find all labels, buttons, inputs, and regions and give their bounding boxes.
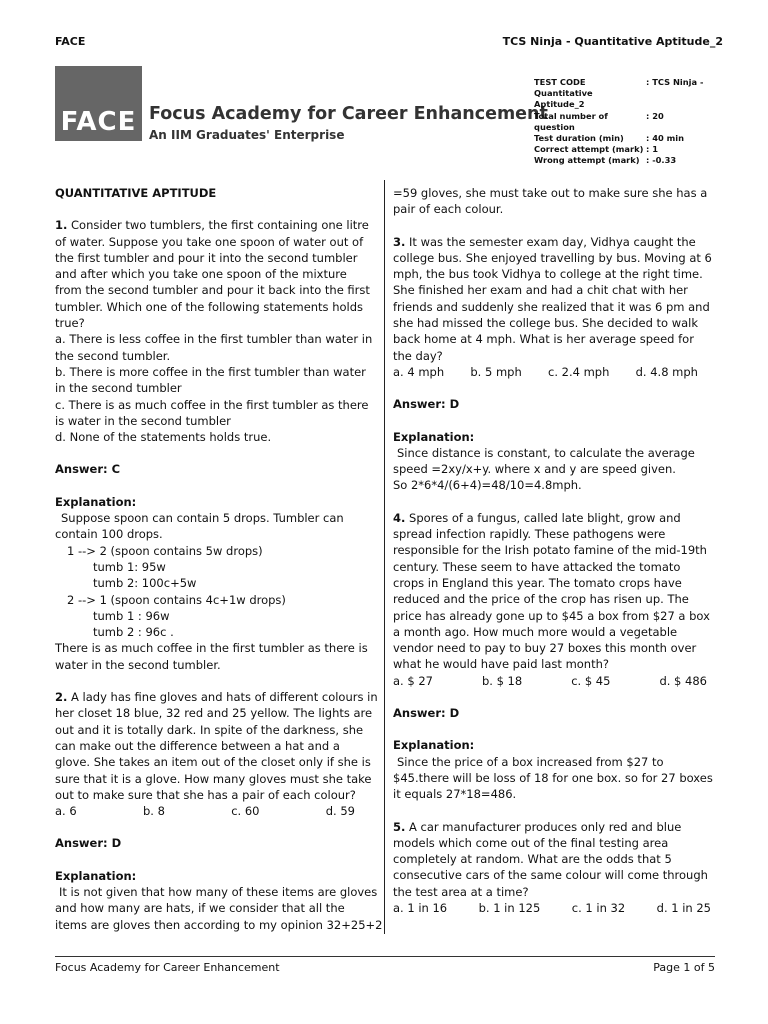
question-text: sure that it is a glove. How many gloves must she take [55,771,372,786]
option: a. 4 mph [393,364,445,379]
question-text: models which come out of the final testing area [393,835,669,850]
question-text: glove. She takes an item out of the closet only if she is [55,755,371,770]
explanation-text: water in the second tumbler. [55,657,221,672]
explanation-step: tumb 1 : 96w [93,608,170,623]
left-column [55,185,383,933]
option: b. 1 in 125 [478,900,541,915]
answer: Answer: D [393,397,460,412]
option: b. 5 mph [470,364,522,379]
question-text: the first tumbler and pour it into the second tumbler [55,250,358,265]
explanation-step: tumb 2 : 96c . [93,625,174,640]
option: b. $ 18 [481,673,523,688]
header-left: FACE [55,35,86,48]
explanation-text: speed =2xy/x+y. where x and y are speed given. [393,462,676,477]
test-info-row [534,77,719,88]
explanation-text: Since the price of a box increased from $27 to [397,754,664,769]
test-info-row [534,144,719,155]
question-text: out and it is totally dark. In spite of the darkness, she [55,722,364,737]
question-text: college bus. She enjoyed travelling by bus. Moving at 6 [393,250,712,265]
question-text: of water. Suppose you take one spoon of water out of [55,234,364,249]
question-text: vendor need to pay to buy 27 boxes this month over [393,641,697,656]
question-text: Consider two tumblers, the first containing one litre [71,218,369,233]
test-info-label: Total number of question [534,110,608,132]
question-3 [393,234,715,494]
test-info-value: : TCS Ninja - [646,77,704,87]
explanation-step: 2 --> 1 (spoon contains 4c+1w drops) [67,592,286,607]
option-text: the second tumbler. [55,348,171,363]
option: d. 59 [325,804,355,819]
question-4 [393,510,715,803]
answer: Answer: C [55,462,121,477]
options-row [393,364,698,380]
header-right: TCS Ninja - Quantitative Aptitude_2 [502,35,723,48]
question-number: 2. [55,690,68,705]
question-text: out to make sure that she has a pair of each colour? [55,787,356,802]
explanation-text: it equals 27*18=486. [393,787,517,802]
test-info-row [534,133,719,144]
test-info-row [534,111,719,133]
question-text: price has already gone up to $45 a box from $27 a box [393,608,710,623]
option-text: a. There is less coffee in the first tumbler than water in [55,332,373,347]
section-title: QUANTITATIVE APTITUDE [55,186,217,200]
test-info-row [534,155,719,166]
footer-left: Focus Academy for Career Enhancement [55,961,280,974]
question-text: reduced and the price of the crop has risen up. The [393,592,689,607]
explanation-step: 1 --> 2 (spoon contains 5w drops) [67,543,263,558]
option: c. 60 [231,804,260,819]
brand-tagline: An IIM Graduates' Enterprise [149,128,345,142]
option: a. 6 [55,804,77,819]
explanation-text: It is not given that how many of these items are gloves [59,884,378,899]
explanation-text: $45.there will be loss of 18 for one box. so for 27 boxes [393,770,713,785]
option-text: c. There is as much coffee in the first tumbler as there [55,397,369,412]
question-text: crops in England this year. The tomato crops have [393,575,682,590]
right-column [393,185,715,916]
explanation-text: Since distance is constant, to calculate the average [397,445,695,460]
question-1 [55,217,373,673]
question-text: responsible for the Irish potato famine of the mid-19th [393,543,707,558]
explanation-label: Explanation: [55,868,137,883]
question-text: the day? [393,348,443,363]
test-info-row [534,88,719,110]
test-info-value [646,88,719,110]
option-text: in the second tumbler [55,381,182,396]
options-row [393,673,707,689]
answer: Answer: D [55,836,122,851]
test-info-label: Quantitative Aptitude_2 [534,88,593,110]
question-text: she had missed the college bus. She decided to walk [393,316,699,331]
continued-text: pair of each colour. [393,202,504,217]
option-text: d. None of the statements holds true. [55,430,272,445]
question-text: true? [55,316,85,331]
question-text: spread infection rapidly. These pathogens were [393,527,666,542]
question-text: century. These seem to have attacked the tomato [393,559,681,574]
explanation-text: There is as much coffee in the first tumbler as there is [55,641,368,656]
test-info-value: : 40 min [646,133,685,144]
question-text: friends and suddenly she realized that it was 6 pm and [393,299,710,314]
option: a. $ 27 [393,673,433,688]
option: d. $ 486 [659,673,707,688]
question-text: Spores of a fungus, called late blight, grow and [409,510,681,525]
question-text: completely at random. What are the odds that 5 [393,852,672,867]
explanation-step: tumb 1: 95w [93,559,166,574]
option: b. 8 [142,804,165,819]
explanation-label: Explanation: [393,738,475,753]
question-text: from the second tumbler and pour it back into the first [55,283,370,298]
question-text: consecutive cars of the same colour will come through [393,868,708,883]
page-number: Page 1 of 5 [653,961,715,974]
question-2 [55,689,383,933]
test-info-value: : 20 [646,110,664,121]
continued-text: =59 gloves, she must take out to make sure she has a [393,186,708,200]
question-text: a month ago. How much more would a vegetable [393,624,678,639]
question-number: 5. [393,819,406,834]
question-number: 1. [55,218,68,233]
question-text: She finished her exam and had a chit chat with her [393,283,688,298]
test-info-label: Wrong attempt (mark) [534,155,640,166]
options-row [393,900,711,916]
test-info-label: Test duration (min) [534,133,624,144]
face-logo: FACE [55,66,142,141]
question-text: what he would have paid last month? [393,657,610,672]
option: a. 1 in 16 [393,900,448,915]
question-text: back home at 4 mph. What is her average speed for [393,332,694,347]
explanation-label: Explanation: [55,494,137,509]
explanation-text: items are gloves then according to my opinion 32+25+2 [55,917,383,932]
question-text: tumbler. Which one of the following statements holds [55,299,364,314]
brand-name: Focus Academy for Career Enhancement [149,104,548,124]
question-text: her closet 18 blue, 32 red and 25 yellow. The lights are [55,706,373,721]
question-text: mph, the bus took Vidhya to college at the right time. [393,267,703,282]
explanation-text: contain 100 drops. [55,527,163,542]
question-text: and after which you take one spoon of the mixture [55,267,347,282]
question-number: 4. [393,510,406,525]
explanation-text: So 2*6*4/(6+4)=48/10=4.8mph. [393,478,582,493]
column-divider [384,180,385,934]
explanation-step: tumb 2: 100c+5w [93,576,197,591]
explanation-text: and how many are hats, if we consider that all the [55,901,345,916]
question-text: A lady has fine gloves and hats of different colours in [71,690,378,705]
option: c. $ 45 [571,673,611,688]
question-5 [393,819,715,917]
answer: Answer: D [393,706,460,721]
option: d. 4.8 mph [635,364,698,379]
option-text: b. There is more coffee in the first tumbler than water [55,364,366,379]
footer-divider [55,956,715,957]
explanation-text: Suppose spoon can contain 5 drops. Tumbler can [61,511,344,526]
option: c. 2.4 mph [548,364,610,379]
explanation-label: Explanation: [393,429,475,444]
test-info-label: TEST CODE [534,77,586,87]
test-info-value: : -0.33 [646,155,677,166]
option: d. 1 in 25 [656,900,711,915]
test-info-block [534,77,719,167]
option-text: is water in the second tumbler [55,413,231,428]
question-text: can make out the difference between a hat and a [55,738,340,753]
question-number: 3. [393,234,406,249]
options-row [55,803,355,819]
test-info-value: : 1 [646,144,658,155]
test-info-label: Correct attempt (mark) [534,144,644,155]
option: c. 1 in 32 [571,900,626,915]
question-text: A car manufacturer produces only red and blue [409,819,682,834]
question-text: the test area at a time? [393,884,529,899]
question-text: It was the semester exam day, Vidhya caught the [409,234,696,249]
